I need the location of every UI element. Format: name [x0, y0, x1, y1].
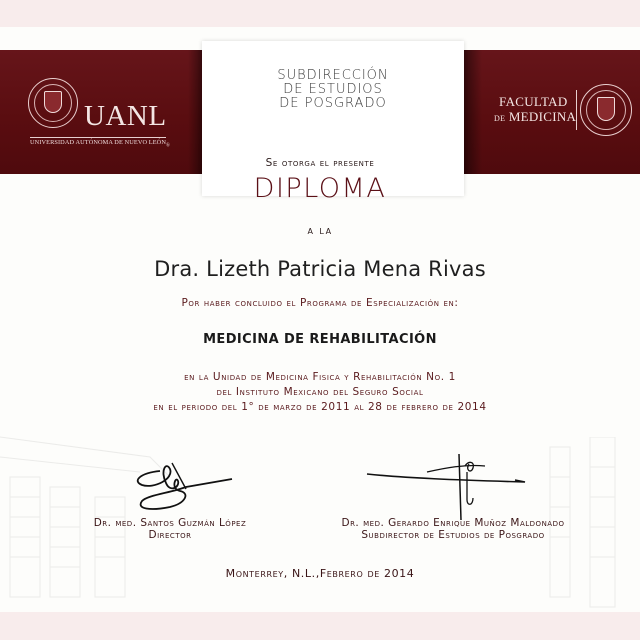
- uanl-divider: [30, 137, 166, 138]
- detail-line-3: en el periodo del 1° de marzo de 2011 al 28 de febrero de 2014: [153, 401, 487, 413]
- place-date: Monterrey, N.L.,Febrero de 2014: [225, 567, 415, 580]
- subdirector-name: Dr. med. Gerardo Enrique Muñoz Maldonado: [341, 517, 565, 529]
- director-name: Dr. med. Santos Guzmán López: [93, 517, 247, 529]
- program-name: MEDICINA DE REHABILITACIÓN: [203, 332, 437, 347]
- uanl-header-band: [0, 50, 202, 174]
- university-seal-icon: [28, 78, 78, 128]
- detail-line-2: del Instituto Mexicano del Seguro Social: [216, 386, 424, 398]
- signature-subdirector-icon: [365, 452, 535, 522]
- signature-block-subdirector: [318, 517, 588, 541]
- faculty-line2: DE MEDICINA: [494, 109, 577, 124]
- faculty-seal-icon: [580, 84, 632, 136]
- faculty-divider: [576, 90, 577, 130]
- bottom-margin-strip: [0, 612, 640, 640]
- subdireccion-line3: DE POSGRADO: [279, 96, 387, 111]
- detail-line-1: en la Unidad de Medicina Fisica y Rehabilitación No. 1: [184, 371, 456, 383]
- diploma-paper: [0, 27, 640, 612]
- subdireccion-line2: DE ESTUDIOS: [283, 82, 383, 97]
- faculty-header-band: [464, 50, 640, 174]
- uanl-wordmark: UANL: [84, 100, 167, 132]
- top-margin-strip: [0, 0, 640, 27]
- signature-director-icon: [130, 459, 240, 517]
- diploma-title: DIPLOMA: [253, 173, 387, 204]
- completion-reason: Por haber concluido el Programa de Especialización en:: [181, 297, 459, 309]
- intro-text: Se otorga el presente: [265, 157, 375, 169]
- recipient-prefix: a la: [307, 224, 333, 237]
- subdirector-title: Subdirector de Estudios de Posgrado: [361, 529, 545, 541]
- subdireccion-line1: SUBDIRECCIÓN: [277, 68, 389, 83]
- signature-block-director: [70, 517, 270, 541]
- director-title: Director: [148, 529, 192, 541]
- uanl-subtitle: UNIVERSIDAD AUTÓNOMA DE NUEVO $LEÓN_®$: [30, 139, 170, 149]
- faculty-line1: FACULTAD: [499, 94, 568, 109]
- recipient-name: Dra. Lizeth Patricia Mena Rivas: [154, 257, 486, 281]
